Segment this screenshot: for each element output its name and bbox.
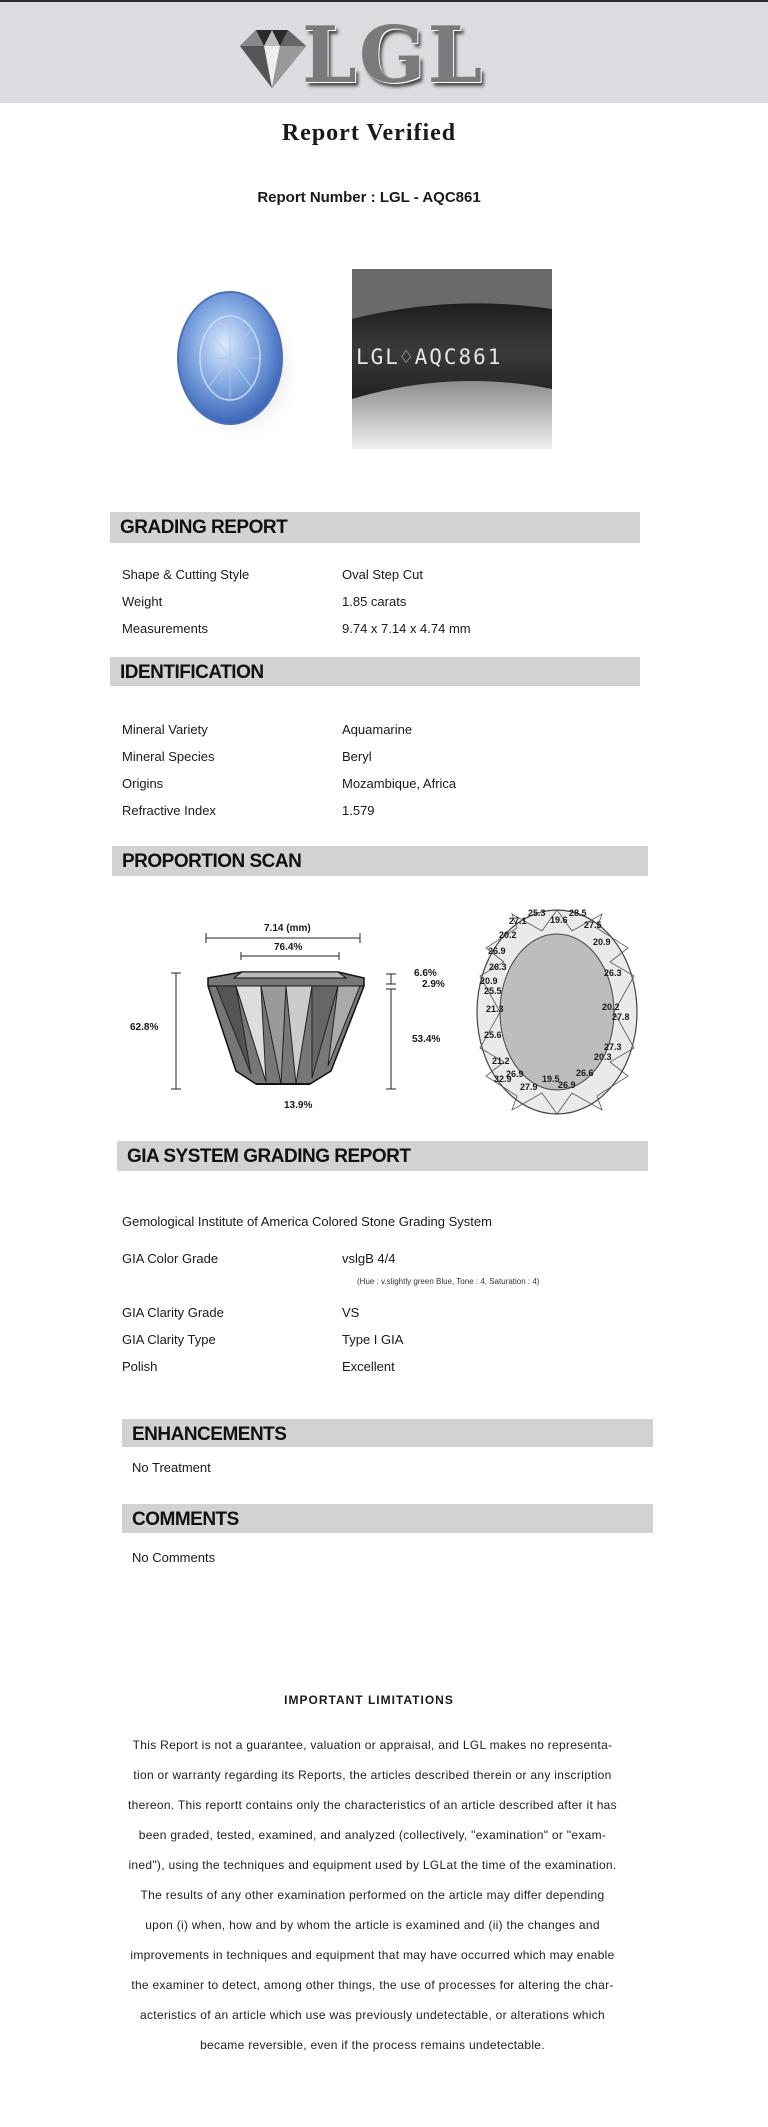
limitations-heading: IMPORTANT LIMITATIONS	[284, 1693, 454, 1707]
facet-angle: 26.3	[604, 968, 622, 978]
facet-angle: 27.9	[520, 1082, 538, 1092]
proportion-scan-section	[112, 846, 648, 1124]
facet-angle: 27.5	[584, 920, 602, 930]
gia-subtitle: Gemological Institute of America Colored Stone Grading System	[122, 1214, 492, 1229]
profile-girdle-label: 2.9%	[422, 979, 445, 990]
limitations-line: ined"), using the techniques and equipment used by LGLat the time of the examination.	[128, 1858, 617, 1872]
logo-text: LGL	[302, 10, 485, 101]
facet-angle: 20.9	[480, 976, 498, 986]
facet-angle: 26.9	[488, 946, 506, 956]
facet-angle: 19.5	[542, 1074, 560, 1084]
facet-angle: 20.9	[593, 937, 611, 947]
facet-angle: 25.3	[528, 908, 546, 918]
comments-section	[122, 1504, 653, 1584]
limitations-line: acteristics of an article which use was previously undetectable, or alterations which	[139, 2008, 606, 2022]
limitations-line: been graded, tested, examined, and analyzed (collectively, "examination" or "exam-	[138, 1828, 607, 1842]
profile-crown-label: 6.6%	[414, 968, 437, 979]
enhancements-text: No Treatment	[132, 1460, 211, 1475]
limitations-line: the examiner to detect, among other things, the use of processes for altering the char-	[131, 1978, 614, 1992]
facet-angle: 20.3	[594, 1052, 612, 1062]
facet-angle: 25.5	[484, 986, 502, 996]
profile-pavilion-label: 53.4%	[412, 1034, 441, 1045]
inscription-text: LGL♢AQC861	[356, 345, 503, 369]
limitations-line: thereon. This reportt contains only the characteristics of an article described after it has	[128, 1798, 617, 1812]
facet-angle: 20.2	[602, 1002, 620, 1012]
inscription-photo	[352, 269, 552, 449]
facet-angle: 27.1	[509, 916, 527, 926]
facet-angle: 26.6	[576, 1068, 594, 1078]
identification-section: IDENTIFICATION Mineral Variety Aquamarine Mineral Species Beryl Origins Mozambique, Africa Refractive Index 1.579	[110, 657, 640, 822]
comments-text: No Comments	[132, 1550, 216, 1565]
profile-width-label: 7.14 (mm)	[264, 923, 311, 934]
facet-angle: 20.2	[499, 930, 517, 940]
grading-report-section: GRADING REPORT Shape & Cutting Style Oval Step Cut Weight 1.85 carats Measurements 9.74 x 7.14 x 4.74 mm	[110, 512, 640, 642]
section-header: GIA SYSTEM GRADING REPORT	[117, 1141, 648, 1171]
lgl-logo[interactable]	[232, 10, 492, 101]
facet-angle: 21.3	[486, 1004, 504, 1014]
facet-angle: 25.6	[484, 1030, 502, 1040]
facet-angle: 26.9	[558, 1080, 576, 1090]
facet-angle: 26.3	[489, 962, 507, 972]
facet-angle: 28.5	[569, 908, 587, 918]
limitations-line: tion or warranty regarding its Reports, the articles described therein or any inscription	[133, 1768, 612, 1782]
section-header: GRADING REPORT	[110, 512, 640, 543]
limitations-line: The results of any other examination performed on the article may differ depending	[140, 1888, 605, 1902]
facet-angle: 32.9	[494, 1074, 512, 1084]
limitations-line: became reversible, even if the process remains undetectable.	[200, 2038, 545, 2052]
page-title: Report Verified	[281, 120, 457, 146]
enhancements-section	[122, 1419, 653, 1479]
section-header: IDENTIFICATION	[110, 657, 640, 686]
profile-culet-label: 13.9%	[284, 1100, 313, 1111]
section-header: COMMENTS	[122, 1504, 653, 1533]
facet-angle: 27.8	[612, 1012, 630, 1022]
gia-section: GIA SYSTEM GRADING REPORT Gemological Institute of America Colored Stone Grading System GIA Color Grade vslgB 4/4 (Hue : v.slightly green Blue, Tone : 4, Saturation : 4) GIA Clarity Grade VS GIA Clarity Type Type I GIA Polish Excellent	[117, 1141, 648, 1376]
facet-angle: 27.3	[604, 1042, 622, 1052]
limitations-line: This Report is not a guarantee, valuation or appraisal, and LGL makes no representa-	[132, 1738, 613, 1752]
report-number: Report Number : LGL - AQC861	[257, 189, 481, 206]
gem-photo	[135, 270, 325, 460]
profile-table-label: 76.4%	[274, 942, 303, 953]
header-banner	[0, 2, 768, 103]
limitations-line: upon (i) when, how and by whom the article is examined and (ii) the changes and	[145, 1918, 600, 1932]
section-header: PROPORTION SCAN	[112, 846, 648, 876]
diamond-logo-icon	[232, 24, 312, 94]
profile-diagram	[116, 906, 446, 1116]
facet-angle: 26.9	[506, 1069, 524, 1079]
facet-angle: 19.6	[550, 915, 568, 925]
section-header: ENHANCEMENTS	[122, 1419, 653, 1447]
profile-depth-label: 62.8%	[130, 1022, 159, 1033]
facet-angle: 21.2	[492, 1056, 510, 1066]
facet-diagram	[472, 906, 642, 1118]
gia-color-note: (Hue : v.slightly green Blue, Tone : 4, Saturation : 4)	[357, 1277, 540, 1286]
limitations-line: improvements in techniques and equipment that may have occurred which may enable	[130, 1948, 615, 1962]
